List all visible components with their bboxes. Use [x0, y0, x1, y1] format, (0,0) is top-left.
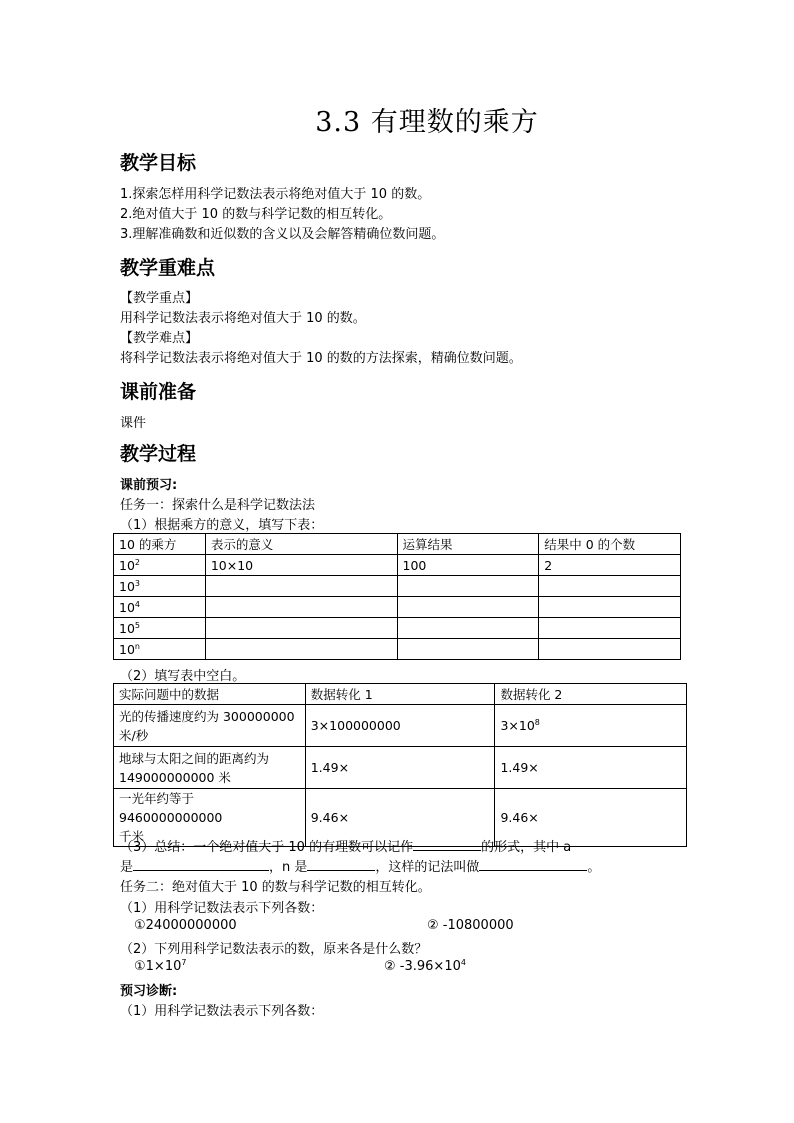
focus-label: 【教学重点】: [120, 291, 199, 306]
table-header-cell: 数据转化 1: [305, 684, 495, 705]
power-cell: $10^3$: [114, 576, 206, 597]
power-cell: $10^4$: [114, 597, 206, 618]
difficulty-label: 【教学难点】: [120, 331, 199, 346]
table-row: [114, 555, 681, 576]
focus-text: 用科学记数法表示将绝对值大于 10 的数。: [120, 311, 366, 326]
task2-item: $①1\times 10^7$: [134, 958, 187, 974]
answer-blank[interactable]: [133, 858, 269, 871]
result-cell: [397, 639, 539, 660]
task2-step2: （2）下列用科学记数法表示的数，原来各是什么数？: [120, 942, 428, 957]
table-row: [114, 618, 681, 639]
task2-item: ② $-3.96\times 10^4$: [384, 958, 466, 974]
zeros-cell: [539, 597, 681, 618]
meaning-cell: [205, 639, 397, 660]
table-header-cell: 运算结果: [397, 534, 539, 555]
table-header-row: [114, 684, 687, 705]
table-header-cell: 10 的乘方: [114, 534, 206, 555]
answer-blank[interactable]: [479, 858, 587, 871]
table-header-cell: 实际问题中的数据: [114, 684, 306, 705]
table-header-cell: 数据转化 2: [495, 684, 687, 705]
table-header-row: [114, 534, 681, 555]
conversion1-cell: 9.46×: [305, 789, 495, 847]
prep-heading: 课前准备: [120, 381, 197, 403]
task2-step1: （1）用科学记数法表示下列各数：: [120, 901, 324, 916]
step1-text: （1）根据乘方的意义，填写下表：: [120, 518, 324, 533]
zeros-cell: [539, 576, 681, 597]
table-row: [114, 639, 681, 660]
meaning-cell: 10×10: [205, 555, 397, 576]
objective-item: 1.探索怎样用科学记数法表示将绝对值大于 10 的数。: [120, 187, 431, 202]
page-title: 3.3 有理数的乘方: [315, 107, 539, 138]
step3-line1: （3）总结：一个绝对值大于 10 的有理数可以记作 的形式，其中 a: [120, 840, 572, 855]
power-cell: $10^2$: [114, 555, 206, 576]
zeros-cell: 2: [539, 555, 681, 576]
step3-line2: 是 ，n 是 ，这样的记法叫做 。: [120, 860, 601, 875]
keypoints-heading: 教学重难点: [120, 257, 216, 279]
zeros-cell: [539, 639, 681, 660]
meaning-cell: [205, 576, 397, 597]
conversion-table: [113, 683, 687, 847]
power-cell: $10^5$: [114, 618, 206, 639]
conversion2-cell: 9.46×: [495, 789, 687, 847]
result-cell: [397, 618, 539, 639]
objective-item: 2.绝对值大于 10 的数与科学记数的相互转化。: [120, 207, 392, 222]
zeros-cell: [539, 618, 681, 639]
conversion2-cell: 1.49×: [495, 747, 687, 789]
table-row: [114, 576, 681, 597]
step2-text: （2）填写表中空白。: [120, 669, 246, 684]
data-cell: 一光年约等于 9460000000000 千米: [114, 789, 306, 847]
power-cell: 10$^n$: [114, 639, 206, 660]
answer-blank[interactable]: [413, 838, 481, 851]
objectives-heading: 教学目标: [120, 152, 197, 174]
table-row: [114, 705, 687, 747]
diagnosis-label: 预习诊断:: [120, 984, 178, 999]
diagnosis-step1: （1）用科学记数法表示下列各数：: [120, 1004, 324, 1019]
table-header-cell: 结果中 0 的个数: [539, 534, 681, 555]
preview-label: 课前预习:: [120, 478, 178, 493]
difficulty-text: 将科学记数法表示将绝对值大于 10 的数的方法探索，精确位数问题。: [120, 351, 522, 366]
process-heading: 教学过程: [120, 443, 197, 465]
data-cell: 地球与太阳之间的距离约为 149000000000 米: [114, 747, 306, 789]
conversion1-cell: 3×100000000: [305, 705, 495, 747]
task2-item: ② -10800000: [427, 918, 514, 933]
result-cell: 100: [397, 555, 539, 576]
task2-text: 任务二：绝对值大于 10 的数与科学记数的相互转化。: [120, 880, 431, 895]
answer-blank[interactable]: [307, 858, 375, 871]
powers-table: [113, 533, 681, 660]
result-cell: [397, 597, 539, 618]
conversion2-cell: $3\times 10^8$: [495, 705, 687, 747]
meaning-cell: [205, 597, 397, 618]
task2-item: ①24000000000: [134, 918, 237, 933]
objective-item: 3.理解准确数和近似数的含义以及会解答精确位数问题。: [120, 227, 445, 242]
data-cell: 光的传播速度约为 300000000 米/秒: [114, 705, 306, 747]
table-row: [114, 747, 687, 789]
conversion1-cell: 1.49×: [305, 747, 495, 789]
prep-text: 课件: [120, 416, 147, 431]
meaning-cell: [205, 618, 397, 639]
task1-text: 任务一：探索什么是科学记数法法: [120, 498, 316, 513]
table-header-cell: 表示的意义: [205, 534, 397, 555]
table-row: [114, 597, 681, 618]
result-cell: [397, 576, 539, 597]
